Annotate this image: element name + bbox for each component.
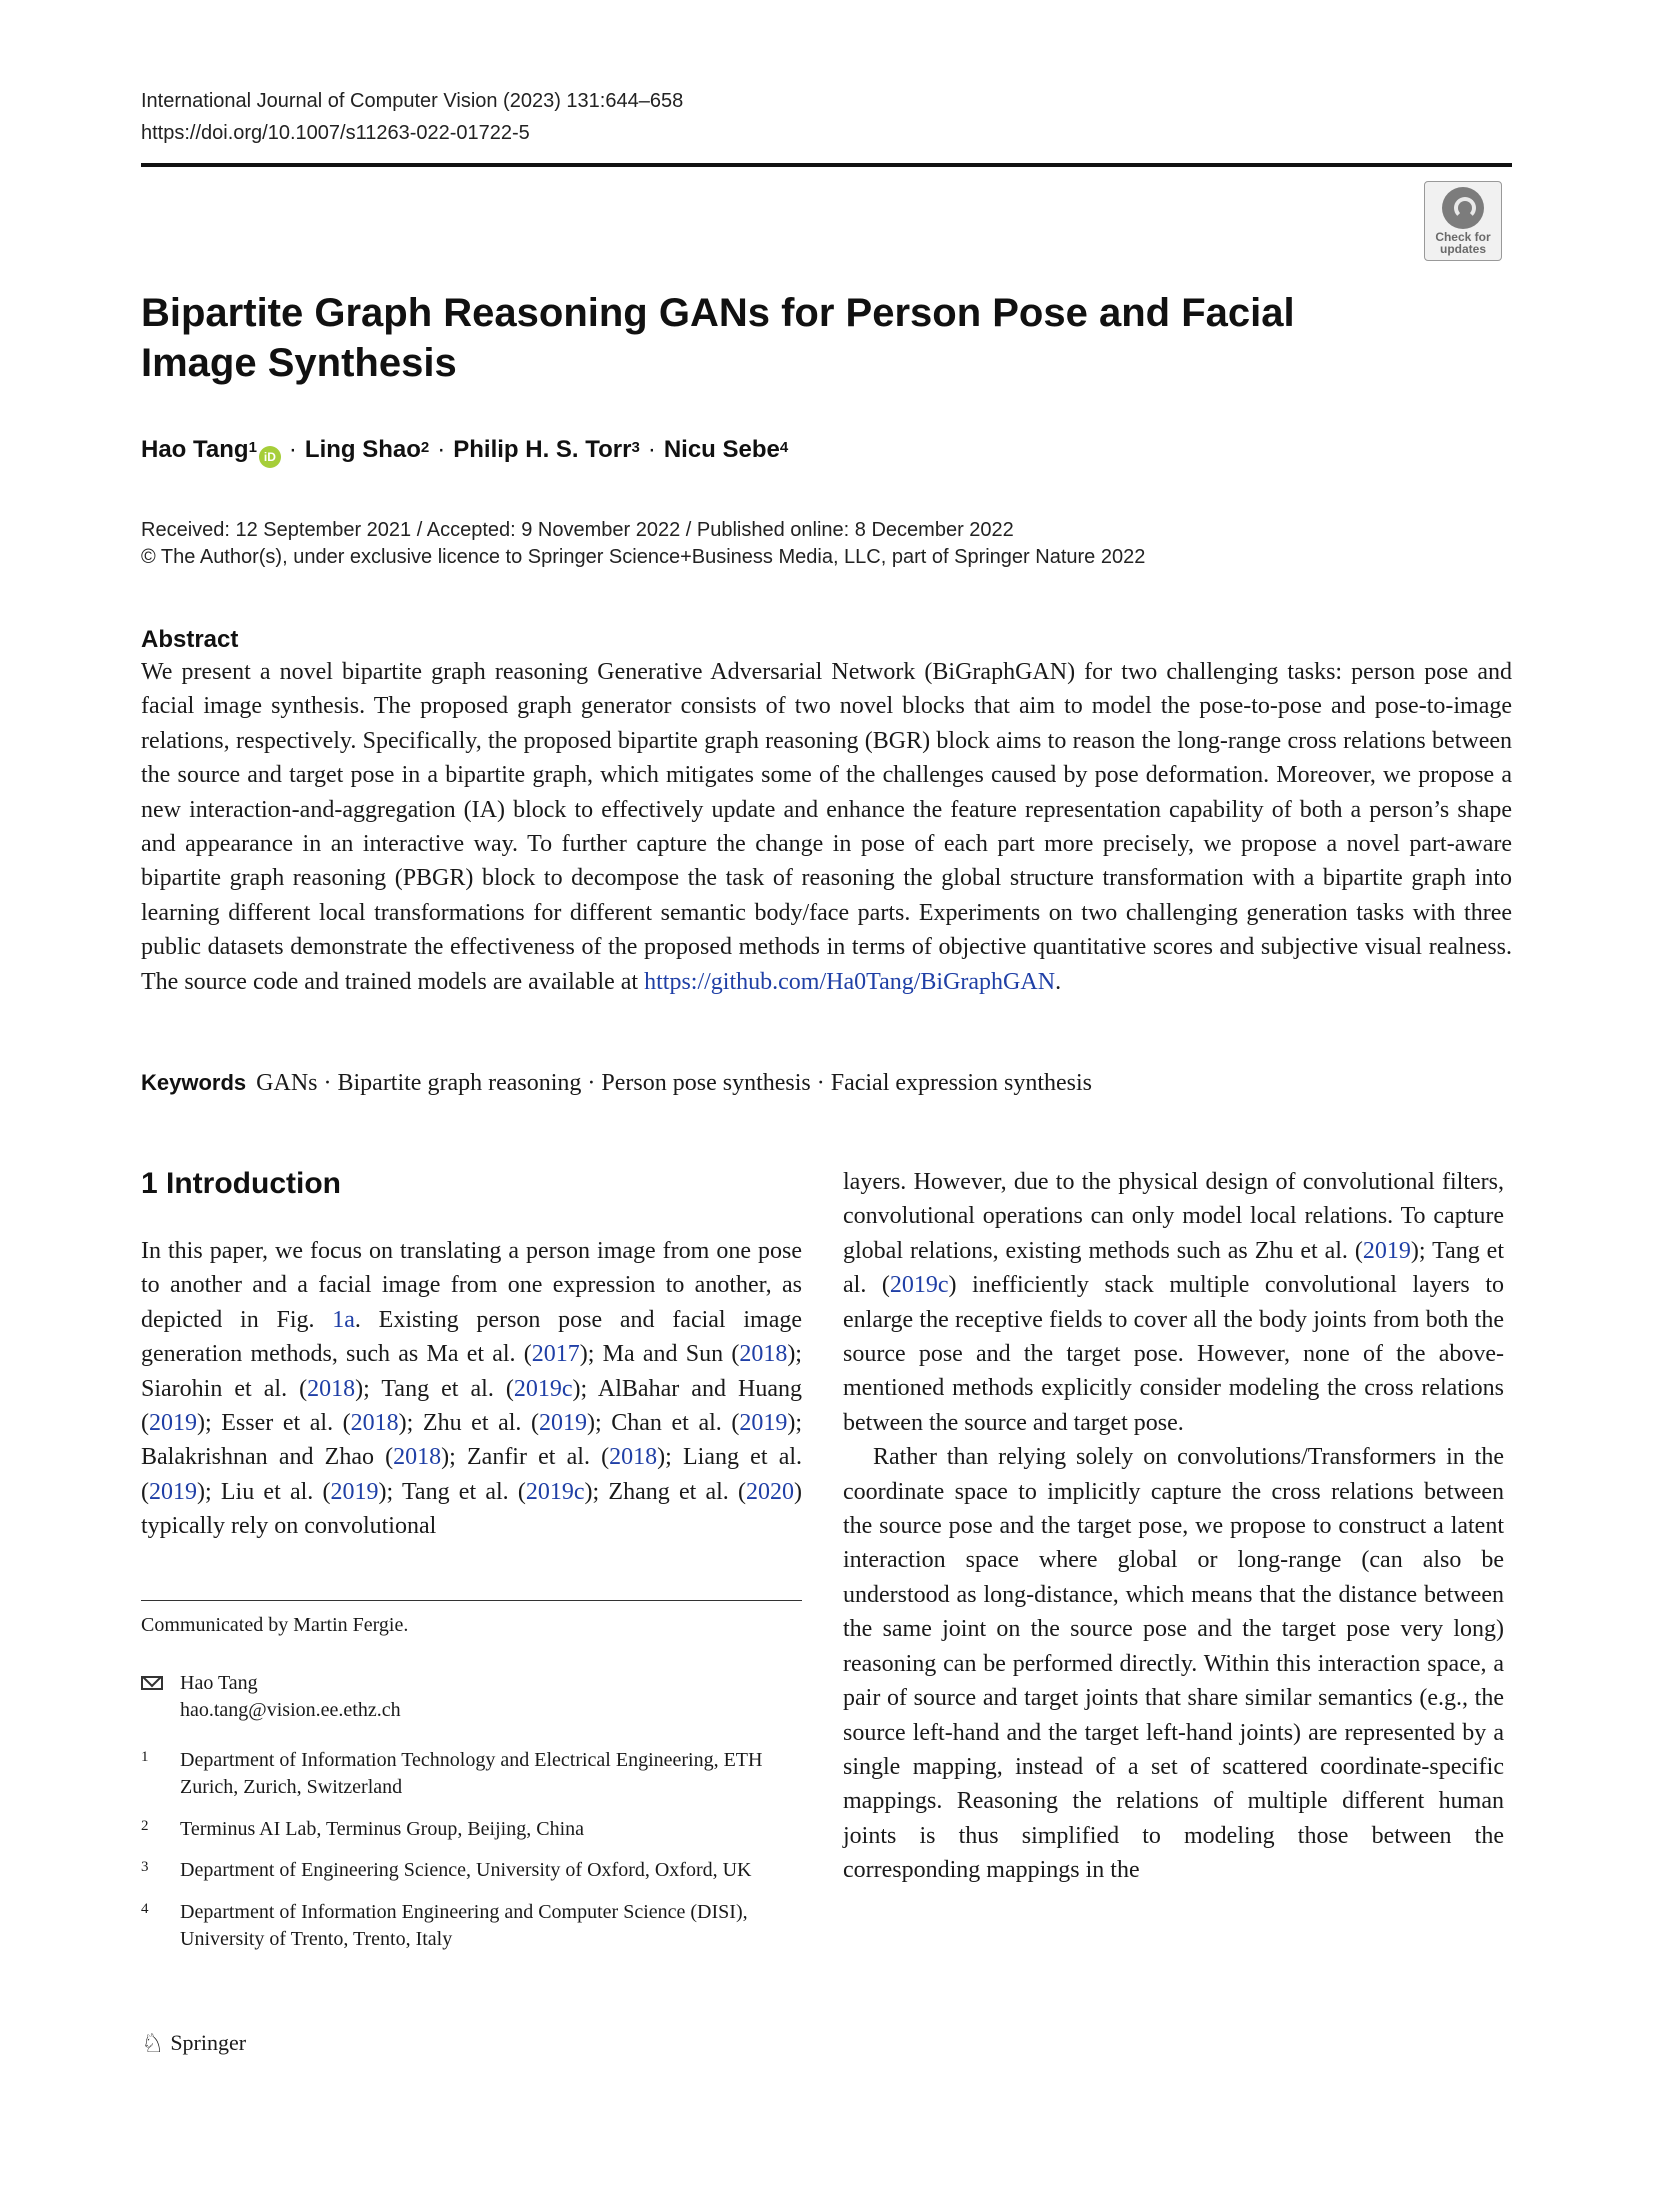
publisher-name: Springer — [170, 2030, 247, 2055]
body-text: ); Zhang et al. ( — [584, 1478, 747, 1505]
paper-title: Bipartite Graph Reasoning GANs for Person Pose and Facial Image Synthesis — [141, 291, 1295, 385]
citation-link[interactable]: 2018 — [739, 1341, 788, 1368]
keywords-label: Keywords — [141, 1070, 247, 1095]
author-affiliation-mark: 4 — [779, 439, 789, 456]
affiliation-text: Terminus AI Lab, Terminus Group, Beijing, China — [180, 1817, 585, 1840]
affiliation-item — [141, 1816, 802, 1844]
citation-link[interactable]: 2018 — [609, 1444, 658, 1471]
footnote-rule — [141, 1600, 802, 1601]
body-text: ); Balakrishnan and Zhao ( — [141, 1410, 803, 1471]
intro-paragraph-3: Rather than relying solely on convolutions/Transformers in the coordinate space to implicitly capture the cross relations between the source pose and the target pose, we propose to construct a latent interaction space where global or long-range (can also be understood as long-distance, which means that the distance between the same joint on the source pose and the target pose very long) reasoning can be performed directly. Within this interaction space, a pair of source and target joints that share similar semantics (e.g., the source left-hand and the target left-hand joints) are represented by a single mapping, instead of a set of scattered coordinate-specific mappings. Reasoning the relations of multiple different human joints is thus simplified to modeling those between the corresponding mappings in the — [843, 1444, 1504, 1884]
corresponding-author — [141, 1670, 802, 1725]
body-text: ); Tang et al. ( — [378, 1478, 526, 1505]
keywords — [141, 1067, 1092, 1099]
citation-link[interactable]: 1a — [332, 1306, 355, 1333]
publisher-footer — [141, 2028, 246, 2059]
author-name[interactable]: Nicu Sebe — [663, 436, 780, 463]
body-text: ); Siarohin et al. ( — [141, 1341, 802, 1402]
citation-link[interactable]: 2019c — [525, 1478, 585, 1505]
body-text: layers. However, due to the physical design of convolutional filters, convolutional operations can only model local relations. To capture global relations, existing methods such as Zhu et al. ( — [843, 1169, 1504, 1264]
corresponding-author-email[interactable]: hao.tang@vision.ee.ethz.ch — [180, 1699, 401, 1721]
author-list — [141, 434, 788, 468]
author-separator: · — [437, 436, 446, 463]
orcid-icon[interactable]: iD — [259, 446, 281, 468]
communicated-by: Communicated by Martin Fergie. — [141, 1614, 409, 1636]
body-text: ); Tang et al. ( — [355, 1375, 514, 1402]
footnotes — [141, 1612, 802, 1968]
author-affiliation-mark: 3 — [631, 439, 640, 456]
citation-link[interactable]: 2019 — [539, 1410, 588, 1437]
author-name[interactable]: Ling Shao — [304, 436, 421, 463]
copyright-notice: © The Author(s), under exclusive licence to Springer Science+Business Media, LLC, part of Springer Nature 2022 — [141, 546, 1146, 568]
springer-horse-icon: ♘ — [141, 2029, 165, 2058]
citation-link[interactable]: 2020 — [746, 1478, 795, 1505]
section-heading-introduction: 1 Introduction — [141, 1167, 341, 1200]
author-name[interactable]: Hao Tang — [141, 436, 249, 463]
body-text: ); Zanfir et al. ( — [441, 1444, 610, 1471]
citation-link[interactable]: 2018 — [350, 1410, 399, 1437]
code-repository-link[interactable]: https://github.com/Ha0Tang/BiGraphGAN — [644, 968, 1056, 995]
citation-link[interactable]: 2018 — [393, 1444, 442, 1471]
body-text: ); Liang et al. ( — [141, 1444, 803, 1505]
affiliation-text: Department of Engineering Science, University of Oxford, Oxford, UK — [180, 1859, 752, 1881]
author-affiliation-mark: 2 — [420, 439, 430, 456]
left-column — [141, 1234, 802, 1544]
abstract-text — [141, 655, 1512, 999]
publication-dates: Received: 12 September 2021 / Accepted: 9 November 2022 / Published online: 8 December 2022 — [141, 519, 1014, 541]
citation-link[interactable]: 2019 — [149, 1410, 197, 1437]
affiliation-number: 2 — [141, 1817, 149, 1834]
corresponding-author-name: Hao Tang — [180, 1671, 258, 1694]
doi-link[interactable]: https://doi.org/10.1007/s11263-022-01722-5 — [141, 122, 530, 144]
right-column — [843, 1165, 1504, 1888]
author-name[interactable]: Philip H. S. Torr — [453, 436, 632, 463]
intro-paragraph-2 — [843, 1165, 1504, 1440]
body-text: ); Liu et al. ( — [197, 1478, 331, 1505]
body-text: ); Chan et al. ( — [587, 1410, 740, 1437]
abstract-end: . — [1055, 968, 1062, 995]
affiliation-item — [141, 1899, 802, 1954]
body-text: ); Esser et al. ( — [197, 1410, 351, 1437]
affiliation-number: 3 — [141, 1859, 149, 1875]
citation-link[interactable]: 2019c — [889, 1272, 949, 1299]
body-text: ); AlBahar and Huang ( — [141, 1375, 802, 1437]
header-rule — [141, 163, 1512, 167]
body-text: ); Zhu et al. ( — [398, 1410, 540, 1437]
intro-paragraph-1 — [141, 1234, 802, 1544]
check-updates-line2: updates — [1439, 242, 1486, 256]
affiliation-text: Department of Information Technology and Electrical Engineering, ETH Zurich, Zurich, Switzerland — [180, 1748, 763, 1798]
body-text: ) inefficiently stack multiple convolutional layers to enlarge the receptive fields to cover all the body joints from both the source pose and the target pose. However, none of the above-mentioned methods explicitly consider modeling the cross relations between the source and target pose. — [843, 1272, 1504, 1436]
affiliation-item — [141, 1857, 802, 1885]
check-updates-line1: Check for — [1435, 230, 1491, 244]
body-text: ); Tang et al. ( — [843, 1237, 1504, 1299]
abstract-heading: Abstract — [141, 626, 239, 653]
citation-link[interactable]: 2019 — [1362, 1237, 1411, 1264]
affiliation-number: 4 — [141, 1900, 149, 1917]
body-text: In this paper, we focus on translating a person image from one pose to another and a facial image from one expression to another, as depicted in Fig. — [141, 1238, 802, 1333]
affiliation-item — [141, 1747, 802, 1802]
author-separator: · — [647, 436, 656, 463]
affiliation-number: 1 — [141, 1748, 149, 1765]
citation-link[interactable]: 2019c — [513, 1375, 573, 1402]
affiliation-text: Department of Information Engineering and Computer Science (DISI), University of Trento, Trento, Italy — [180, 1900, 748, 1950]
abstract-body: We present a novel bipartite graph reasoning Generative Adversarial Network (BiGraphGAN) for two challenging tasks: person pose and facial image synthesis. The proposed graph generator consists of two novel blocks that aim to model the pose-to-pose and pose-to-image relations, respectively. Specifically, the proposed bipartite graph reasoning (BGR) block aims to reason the long-range cross relations between the source and target pose in a bipartite graph, which mitigates some of the challenges caused by pose deformation. Moreover, we propose a new interaction-and-aggregation (IA) block to effectively update and enhance the feature representation capability of both a person’s shape and appearance in an interactive way. To further capture the change in pose of each part more precisely, we propose a novel part-aware bipartite graph reasoning (PBGR) block to decompose the task of reasoning the global structure transformation with a bipartite graph into learning different local transformations for different semantic body/face parts. Experiments on two challenging generation tasks with three public datasets demonstrate the effectiveness of the proposed methods in terms of objective quantitative scores and subjective visual realness. The source code and trained models are available at — [141, 659, 1512, 995]
journal-citation: International Journal of Computer Vision (2023) 131:644–658 — [141, 90, 684, 112]
check-updates-icon — [1442, 187, 1484, 229]
check-for-updates-badge[interactable] — [1424, 181, 1502, 261]
envelope-icon — [141, 1676, 163, 1690]
body-text: ); Ma and Sun ( — [579, 1341, 740, 1368]
citation-link[interactable]: 2018 — [307, 1375, 356, 1402]
body-text: ) typically rely on convolutional — [141, 1478, 803, 1540]
citation-link[interactable]: 2019 — [149, 1478, 197, 1505]
author-separator: · — [288, 436, 297, 463]
citation-link[interactable]: 2019 — [330, 1478, 379, 1505]
citation-link[interactable]: 2017 — [531, 1341, 580, 1368]
keywords-list: GANs · Bipartite graph reasoning · Person pose synthesis · Facial expression synthesis — [256, 1070, 1093, 1096]
citation-link[interactable]: 2019 — [739, 1410, 788, 1437]
body-text: . Existing person pose and facial image generation methods, such as Ma et al. ( — [141, 1306, 802, 1368]
author-affiliation-mark: 1 — [248, 439, 257, 456]
